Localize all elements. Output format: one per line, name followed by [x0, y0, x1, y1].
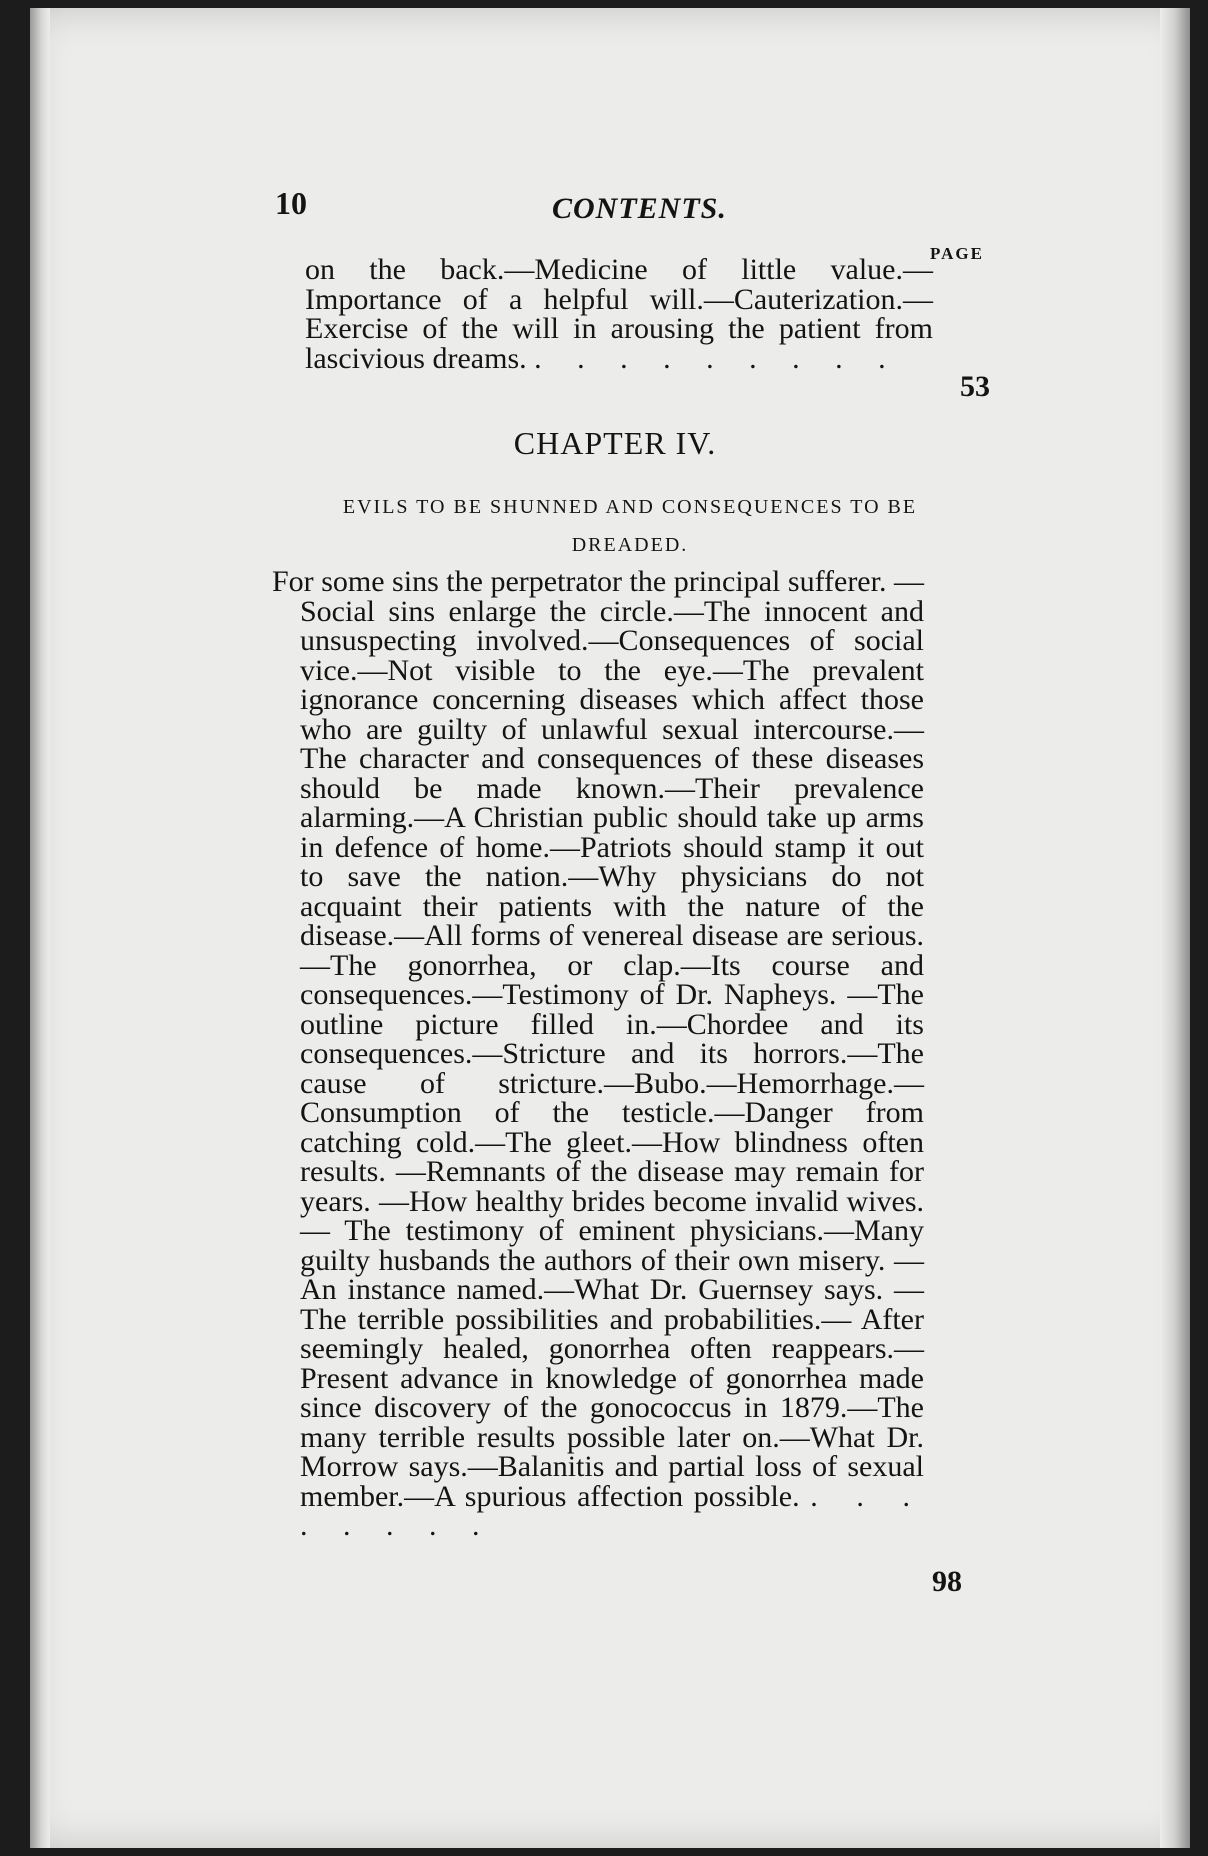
page-number-header: 10	[275, 185, 307, 221]
toc-page-number: 53	[960, 370, 990, 403]
toc-entry-continued	[305, 255, 933, 373]
page-edge-shadow	[1160, 8, 1190, 1848]
running-title: CONTENTS.	[552, 192, 727, 225]
chapter-summary-text	[272, 567, 924, 1541]
chapter-page-number: 98	[932, 1565, 962, 1598]
page-column-label: PAGE	[930, 244, 984, 263]
chapter-summary	[272, 567, 924, 1541]
chapter-heading: CHAPTER IV.	[513, 425, 717, 461]
chapter-summary-body: For some sins the perpetrator the principal sufferer. —Social sins enlarge the circle.—The innocent and unsuspecting involved.—Consequences of social vice.—Not visible to the eye.—The prevalent ignorance concerning diseases which affect those who are guilty of unlawful sexual intercourse.—The character and consequences of these diseases should be made known.—Their prevalence alarming.—A Christian public should take up arms in defence of home.—Patriots should stamp it out to save the nation.—Why physicians do not acquaint their patients with the nature of the disease.—All forms of venereal disease are serious.—The gonorrhea, or clap.—Its course and consequences.—Testimony of Dr. Napheys. —The outline picture filled in.—Chordee and its consequences.—Stricture and its horrors.—The cause of stricture.—Bubo.—Hemorrhage.—Consumption of the testicle.—Danger from catching cold.—The gleet.—How blindness often results. —Remnants of the disease may remain for years. —How healthy brides become invalid wives.— The testimony of eminent physicians.—Many guilty husbands the authors of their own misery. —An instance named.—What Dr. Guernsey says. —The terrible possibilities and probabilities.— After seemingly healed, gonorrhea often reappears.—Present advance in knowledge of gonorrhea made since discovery of the gonococcus in 1879.—The many terrible results possible later on.—What Dr. Morrow says.—Balanitis and partial loss of sexual member.—A spurious affection possible.	[272, 565, 924, 1513]
leader-dots: . . . . . . . .	[300, 1479, 925, 1542]
leader-dots: . . . . . . . . .	[534, 341, 900, 375]
chapter-subtitle: EVILS TO BE SHUNNED AND CONSEQUENCES TO BE DREADED.	[342, 496, 918, 556]
toc-entry-text: on the back.—Medicine of little value.—Importance of a helpful will.—Cauterization.—Exercise of the will in arousing the patient from lascivious dreams.	[305, 253, 933, 375]
page-gutter-shadow	[30, 8, 50, 1848]
